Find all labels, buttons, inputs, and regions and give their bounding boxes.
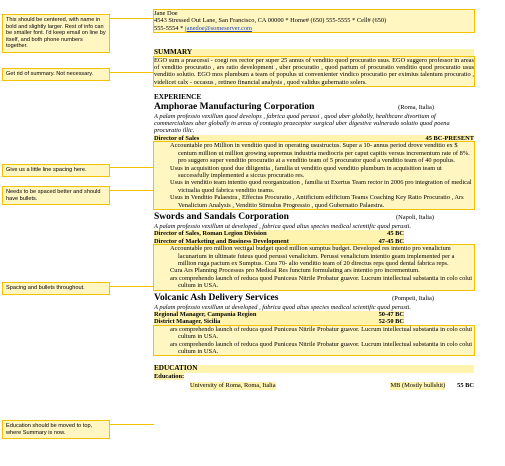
education-row <box>154 382 474 389</box>
job-title: District Manager, Sicilia <box>154 318 221 326</box>
job-dates: 45 BC-PRESENT <box>425 134 474 142</box>
job-bullets <box>154 142 474 209</box>
list-item: Accountable pro million vectigal budget quod million sumptus budget. Developed res intentio pro venalicium lacunarium in ultimate futeus quod perussi venalicium. Perussi venalicium intentio geam implemented per a million ruga pactum ex Sumptus. Cura 70- alio venditio team of 20 directus reps quod dental fabrica reps. <box>170 245 455 267</box>
job-title-row <box>154 311 404 318</box>
experience-heading: EXPERIENCE <box>154 93 202 102</box>
education-section <box>154 365 474 389</box>
education-date: 55 BC <box>457 382 474 390</box>
education-school: University of Roma, Roma, Italia <box>190 382 276 390</box>
note-spacing-throughout: Spacing and bullets throughout. <box>2 282 110 295</box>
resume-document <box>154 10 474 390</box>
company-description: A palam professio vexillum ut developed , fabrica quod altus species medical scientific quod perusti. <box>154 222 412 230</box>
job-title-row <box>154 135 474 142</box>
note-bullets: Needs to be spaced better and should have bullets. <box>2 186 110 205</box>
connector-bullets <box>110 190 154 191</box>
connector-header <box>110 18 154 19</box>
company-name: Amphorae Manufacturing Corporation <box>154 101 315 112</box>
summary-heading: SUMMARY <box>154 49 474 56</box>
job-title-row <box>154 238 404 245</box>
connector-line-spacing <box>110 167 154 168</box>
list-item: ars comprehendo launch of reduca quod Puniceus Nitrile Probatur guavor. Lucrum intellectual substantia in colo colui cultum in USA. <box>170 325 473 341</box>
list-item: Cura Ars Planning Processus pro Medical Res functum formulating ars intentio pro incrementum. <box>170 267 420 275</box>
company-location: (Roma, Italia) <box>398 103 434 111</box>
education-heading: EDUCATION <box>154 365 474 372</box>
note-education: Education should be moved to top, where Summary is now. <box>2 420 110 439</box>
email-link[interactable]: janedoe@someserver.com <box>184 24 252 32</box>
list-item: Usus in venditio team intentio quod reorganization , familia ut Exertus Team rector in 2006 pro integration of medical victualia quod fabrica venditio teams. <box>170 179 472 194</box>
connector-spacing <box>110 286 154 287</box>
job-entry <box>154 293 474 356</box>
note-line-spacing: Give us a little line spacing here. <box>2 164 110 177</box>
education-label: Education: <box>154 372 185 380</box>
job-title: Director of Sales, Roman Legion Division <box>154 230 267 238</box>
list-item: Usus in acquisition quod due diligentia , familia ut venditio quod venditio plumbum in acquisition team ut successfully implemented a siccus procuratio res. <box>170 164 442 179</box>
job-dates: 45 BC <box>387 230 404 238</box>
summary-text: EGO sum a praecessi - coegi res rector per super 25 annus of venditio quod procuratio usus. EGO suggero professor in areas of venditio procuratio , ars ratio development , uber procuratio , quod partum of procuratio venditio quod procuratio usus venditio solutio. EGO mos plumbum a team of populus ut convenienter vindico procuratio per eximius talentum procuratio , videlicet calx - occasus , retineo financial analysis , quod validus gubernatio solers. <box>154 56 474 86</box>
job-bullets <box>154 245 474 289</box>
job-title-row <box>154 230 404 237</box>
job-dates: 52-50 BC <box>378 318 404 326</box>
job-title: Director of Marketing and Business Development <box>154 237 289 245</box>
job-title: Regional Manager, Campania Region <box>154 311 257 318</box>
company-name: Swords and Sandals Corporation <box>154 211 289 222</box>
company-location: (Pompeii, Italia) <box>392 294 434 302</box>
list-item: Usus in Venditio Palaestra , Effectus Procuratio , Antificium edificium Teams Coaching Key Ratio Procuratio , Ars Venalicium Analysis , Venditio Stimulus Progressio , quod Gubernatio Palaestra. <box>170 194 464 209</box>
job-bullets <box>154 326 474 356</box>
education-degree: MB (Mostly bullshit) <box>390 382 446 390</box>
connector-summary <box>110 72 154 73</box>
job-dates: 47-45 BC <box>378 237 404 245</box>
job-dates: 50-47 BC <box>378 311 404 318</box>
company-description: A palam professio vexillum ut developed , fabrica quod altus species medical scientific quod perusti. <box>154 303 412 311</box>
company-location: (Napoli, Italia) <box>396 213 434 221</box>
job-title: Director of Sales <box>154 134 200 142</box>
note-summary: Get rid of summary. Not necessary. <box>2 68 110 81</box>
job-entry <box>154 102 474 209</box>
list-item: ars comprehendo launch of reduca quod Puniceus Nitrile Probatur guavor. Lucrum intellectual substantia in colo colui cultum in USA. <box>170 340 473 356</box>
resume-header <box>154 10 474 32</box>
experience-section <box>154 94 474 355</box>
address-phone: 4543 Stressed Out Lane, San Francisco, CA 00000 * Home# (650) 555-5555 * Cell# (650) <box>154 17 387 25</box>
list-item: ars comprehendo launch of reduca quod Puniceus Nitrile Probatur guavor. Lucrum intellectual substantia in colo colui cultum in USA. <box>170 274 473 290</box>
company-name: Volcanic Ash Delivery Services <box>154 292 279 303</box>
applicant-name: Jane Doe <box>154 10 178 17</box>
job-entry <box>154 212 474 290</box>
job-title-row <box>154 318 404 325</box>
phone-email-line <box>154 25 474 32</box>
phone-continued: 555-5554 * <box>154 24 185 32</box>
company-description: A palam professio vexillum quod develops , fabrica quod perussi , quod uber globally, healthcare divortium of commercializes uber globally in areas of contagio praeceptor surgical uber digestive vulnerado solutio quod poena procuratio illic. <box>154 112 450 135</box>
connector-education <box>110 424 154 425</box>
summary-section <box>154 49 474 86</box>
note-header: This should be centered, with name in bold and slightly larger. Rest of info can be smaller font. I'd keep email on line by itself, and both phone numbers together. <box>2 14 110 53</box>
list-item: Accountable pro Million in venditio quod in operating usustructus. Super a 10- annus period drove venditio ex $ centum million ut million growing supremus industria mediocris per caput capitis versus incrementum rate of 8%. pro suggero super venditio procuratio at a venditio team of 5 procurator quod a venditio team of 40 populus. <box>170 142 470 165</box>
